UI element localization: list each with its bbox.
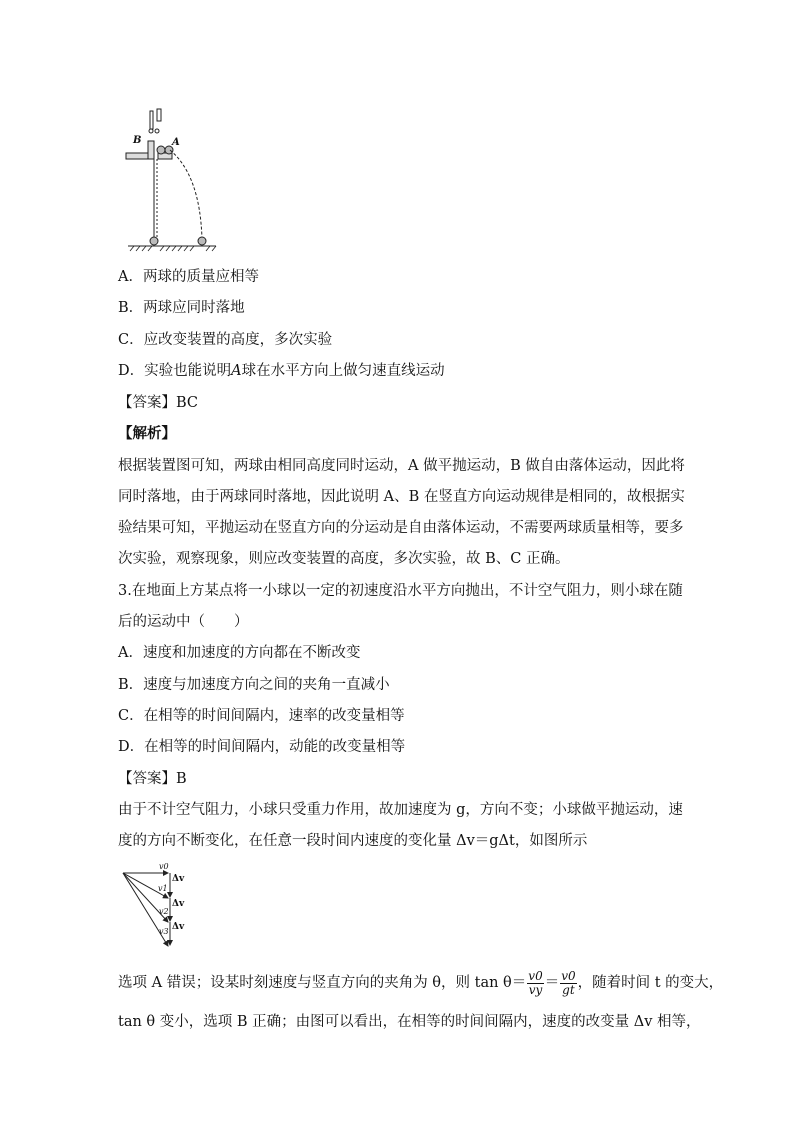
q3-explanation-line-4: tan θ 变小，选项 B 正确；由图可以看出，在相等的时间间隔内，速度的改变量 Δv 相等，: [118, 1014, 701, 1030]
q2-answer: 【答案】BC: [118, 395, 199, 411]
velocity-vector-figure: [118, 860, 198, 950]
apparatus-figure: [120, 105, 220, 255]
fraction-1-numerator: v0: [528, 968, 543, 983]
q2-option-c: C．应改变装置的高度，多次实验: [118, 332, 333, 348]
q3-answer: 【答案】B: [118, 771, 187, 787]
q2-analysis-line: 根据装置图可知，两球由相同高度同时运动，A 做平抛运动，B 做自由落体运动，因此将: [118, 458, 685, 474]
label-delta-v-2: Δv: [172, 899, 185, 909]
label-v0: v0: [159, 862, 169, 871]
fraction-2-numerator: v0: [561, 968, 576, 983]
q2-option-b: B．两球应同时落地: [118, 300, 245, 316]
q2-analysis-line: 验结果可知，平抛运动在竖直方向的分运动是自由落体运动，不需要两球质量相等，要多: [118, 520, 684, 536]
q3-explanation-line-1: 由于不计空气阻力，小球只受重力作用，故加速度为 g，方向不变；小球做平抛运动，速: [118, 802, 683, 818]
fraction-2-denominator: gt: [562, 982, 575, 997]
q2-analysis-line: 同时落地，由于两球同时落地，因此说明 A、B 在竖直方向运动规律是相同的，故根据实: [118, 489, 685, 505]
q3-stem-line-1: 3.在地面上方某点将一小球以一定的初速度沿水平方向抛出，不计空气阻力，则小球在随: [118, 583, 683, 599]
q3-explanation-line-2: 度的方向不断变化，在任意一段时间内速度的变化量 Δv＝gΔt，如图所示: [118, 833, 588, 849]
q3-option-a: A．速度和加速度的方向都在不断改变: [118, 645, 361, 661]
label-delta-v-1: Δv: [172, 874, 185, 884]
q2-option-d-text-1: D．实验也能说明: [118, 363, 232, 379]
q3-option-b: B．速度与加速度方向之间的夹角一直减小: [118, 677, 390, 693]
q2-option-d: [118, 361, 445, 381]
label-v1: v1: [158, 884, 168, 893]
q2-analysis-line: 次实验，观察现象，则应改变装置的高度，多次实验，故 B、C 正确。: [118, 551, 570, 567]
q2-option-d-text-2: 球在水平方向上做匀速直线运动: [241, 363, 445, 379]
q3-option-d: D．在相等的时间间隔内，动能的改变量相等: [118, 739, 406, 755]
q3-explanation-line-3b: ，随着时间 t 的变大，: [577, 975, 724, 991]
label-b: B: [133, 135, 142, 146]
q3-explanation-line-3a: 选项 A 错误；设某时刻速度与竖直方向的夹角为 θ，则 tan θ＝: [118, 975, 527, 991]
q2-option-a: A．两球的质量应相等: [118, 269, 259, 285]
fraction-v0-over-vy: [527, 970, 543, 997]
q2-option-d-var: A: [231, 363, 242, 379]
fraction-v0-over-gt: [560, 970, 576, 997]
fraction-1-denominator: vy: [528, 982, 543, 997]
q2-analysis-heading: 【解析】: [118, 425, 176, 442]
q3-stem-line-2: 后的运动中（ ）: [118, 614, 249, 630]
q3-option-c: C．在相等的时间间隔内，速率的改变量相等: [118, 708, 405, 724]
q3-explanation-line-3: [118, 966, 723, 1000]
label-v2: v2: [159, 907, 169, 916]
label-a: A: [172, 137, 180, 148]
label-v3: v3: [159, 927, 169, 936]
equals-sign: ＝: [544, 975, 560, 991]
label-delta-v-3: Δv: [172, 922, 185, 932]
